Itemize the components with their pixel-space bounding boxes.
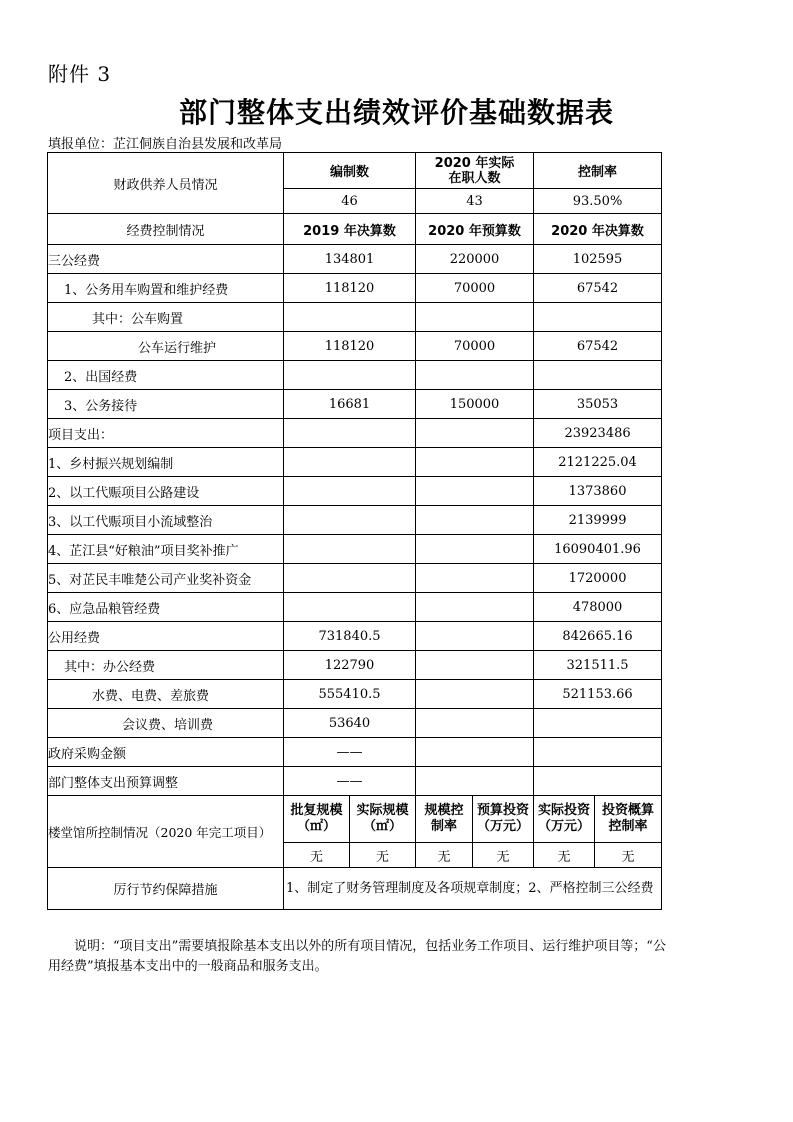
row-value-2020-budget (416, 651, 534, 680)
row-value-2019 (284, 593, 416, 622)
row-label: 其中：办公经费 (48, 651, 284, 680)
row-value-2019: 118120 (284, 274, 416, 303)
row-value-2019: 731840.5 (284, 622, 416, 651)
row-value-2020-budget (416, 622, 534, 651)
table-row (48, 477, 662, 506)
building-header-scale-rate: 规模控 制率 (416, 796, 473, 843)
row-value-2020-final: 16090401.96 (534, 535, 662, 564)
row-value-2020-budget: 70000 (416, 332, 534, 361)
row-value-2020-budget (416, 767, 534, 796)
row-label: 1、公务用车购置和维护经费 (48, 274, 284, 303)
row-value-2019: 555410.5 (284, 680, 416, 709)
filing-unit: 填报单位：芷江侗族自治县发展和改革局 (48, 137, 283, 152)
row-label: 三公经费 (48, 245, 284, 274)
row-value-2020-final: 102595 (534, 245, 662, 274)
row-value-2019: 53640 (284, 709, 416, 738)
building-header-actual-scale: 实际规模 （㎡） (350, 796, 416, 843)
row-label: 公用经费 (48, 622, 284, 651)
table-row (48, 535, 662, 564)
row-value-2020-budget: 220000 (416, 245, 534, 274)
row-label: 部门整体支出预算调整 (48, 767, 284, 796)
row-value-2019 (284, 448, 416, 477)
row-label: 5、对芷民丰唯楚公司产业奖补资金 (48, 564, 284, 593)
table-row (48, 303, 662, 332)
row-value-2020-budget (416, 709, 534, 738)
row-value-2020-final: 1373860 (534, 477, 662, 506)
building-value-scale-rate: 无 (416, 843, 473, 868)
row-value-2020-final: 35053 (534, 390, 662, 419)
row-label: 6、应急品粮管经费 (48, 593, 284, 622)
row-value-2020-final: 1720000 (534, 564, 662, 593)
building-value-actual-scale: 无 (350, 843, 416, 868)
row-label: 水费、电费、差旅费 (48, 680, 284, 709)
row-value-2020-final: 2139999 (534, 506, 662, 535)
saving-measures-label: 厉行节约保障措施 (48, 868, 284, 910)
building-header-actual-investment: 实际投资 （万元） (534, 796, 595, 843)
building-value-budget-investment: 无 (473, 843, 534, 868)
building-header-investment-rate: 投资概算 控制率 (595, 796, 662, 843)
row-value-2020-budget (416, 477, 534, 506)
row-label: 其中：公车购置 (48, 303, 284, 332)
row-label: 1、乡村振兴规划编制 (48, 448, 284, 477)
row-label: 政府采购金额 (48, 738, 284, 767)
table-row (48, 738, 662, 767)
row-value-2020-budget: 70000 (416, 274, 534, 303)
table-row (48, 651, 662, 680)
row-value-2020-final (534, 767, 662, 796)
page-title: 部门整体支出绩效评价基础数据表 (178, 96, 614, 129)
row-value-2020-budget (416, 564, 534, 593)
footnote: 说明：“项目支出”需要填报除基本支出以外的所有项目情况，包括业务工作项目、运行维护项目等；“公用经费”填报基本支出中的一般商品和服务支出。 (48, 939, 666, 974)
row-value-2020-final: 842665.16 (534, 622, 662, 651)
table-row (48, 274, 662, 303)
row-value-2020-final (534, 361, 662, 390)
table-row (48, 767, 662, 796)
row-value-2019 (284, 477, 416, 506)
row-value-2020-final: 521153.66 (534, 680, 662, 709)
row-label: 项目支出： (48, 419, 284, 448)
row-label: 2、出国经费 (48, 361, 284, 390)
row-value-2020-budget (416, 593, 534, 622)
row-value-2020-budget: 150000 (416, 390, 534, 419)
row-value-2019: 134801 (284, 245, 416, 274)
row-value-2020-budget (416, 535, 534, 564)
attachment-label: 附件 3 (48, 62, 112, 86)
building-value-actual-investment: 无 (534, 843, 595, 868)
row-label: 3、公务接待 (48, 390, 284, 419)
row-value-2019 (284, 419, 416, 448)
row-value-2019: —— (284, 738, 416, 767)
row-value-2020-budget (416, 680, 534, 709)
expense-header-2019: 2019 年决算数 (284, 214, 416, 245)
row-value-2019: 118120 (284, 332, 416, 361)
row-value-2020-final (534, 738, 662, 767)
staff-rate-value: 93.50% (534, 189, 662, 214)
row-value-2020-final: 23923486 (534, 419, 662, 448)
row-value-2020-final: 321511.5 (534, 651, 662, 680)
row-value-2020-final: 478000 (534, 593, 662, 622)
performance-data-table (47, 152, 662, 910)
row-label: 会议费、培训费 (48, 709, 284, 738)
row-value-2020-final (534, 303, 662, 332)
row-label: 3、以工代赈项目小流域整治 (48, 506, 284, 535)
row-label: 2、以工代赈项目公路建设 (48, 477, 284, 506)
building-header-budget-investment: 预算投资 （万元） (473, 796, 534, 843)
table-row (48, 361, 662, 390)
staff-header-actual: 2020 年实际 在职人数 (416, 153, 534, 189)
table-row (48, 245, 662, 274)
row-value-2020-final: 67542 (534, 274, 662, 303)
table-row (48, 680, 662, 709)
building-value-investment-rate: 无 (595, 843, 662, 868)
saving-measures-text: 1、制定了财务管理制度及各项规章制度；2、严格控制三公经费 (284, 868, 662, 910)
expense-header-2020-budget: 2020 年预算数 (416, 214, 534, 245)
staff-actual-value: 43 (416, 189, 534, 214)
staff-quota-value: 46 (284, 189, 416, 214)
table-row (48, 419, 662, 448)
row-value-2020-budget (416, 738, 534, 767)
staff-label: 财政供养人员情况 (48, 153, 284, 214)
staff-header-rate: 控制率 (534, 153, 662, 189)
building-header-approved-scale: 批复规模 （㎡） (284, 796, 350, 843)
table-row (48, 622, 662, 651)
row-value-2020-final (534, 709, 662, 738)
staff-header-quota: 编制数 (284, 153, 416, 189)
row-value-2019: —— (284, 767, 416, 796)
table-row (48, 709, 662, 738)
row-value-2020-budget (416, 506, 534, 535)
table-row (48, 448, 662, 477)
building-control-label: 楼堂馆所控制情况（2020 年完工项目） (48, 796, 284, 868)
row-label: 4、芷江县“好粮油”项目奖补推广 (48, 535, 284, 564)
table-row (48, 390, 662, 419)
row-value-2019 (284, 535, 416, 564)
row-value-2020-final: 67542 (534, 332, 662, 361)
row-value-2020-budget (416, 448, 534, 477)
table-row (48, 506, 662, 535)
row-value-2019 (284, 361, 416, 390)
expense-label: 经费控制情况 (48, 214, 284, 245)
row-value-2020-budget (416, 303, 534, 332)
row-value-2019 (284, 564, 416, 593)
row-value-2019: 16681 (284, 390, 416, 419)
row-value-2020-final: 2121225.04 (534, 448, 662, 477)
table-row (48, 332, 662, 361)
expense-header-2020-final: 2020 年决算数 (534, 214, 662, 245)
table-row (48, 564, 662, 593)
row-value-2019 (284, 303, 416, 332)
table-row (48, 593, 662, 622)
row-value-2020-budget (416, 361, 534, 390)
building-value-approved-scale: 无 (284, 843, 350, 868)
row-value-2019 (284, 506, 416, 535)
row-value-2020-budget (416, 419, 534, 448)
row-label: 公车运行维护 (48, 332, 284, 361)
row-value-2019: 122790 (284, 651, 416, 680)
